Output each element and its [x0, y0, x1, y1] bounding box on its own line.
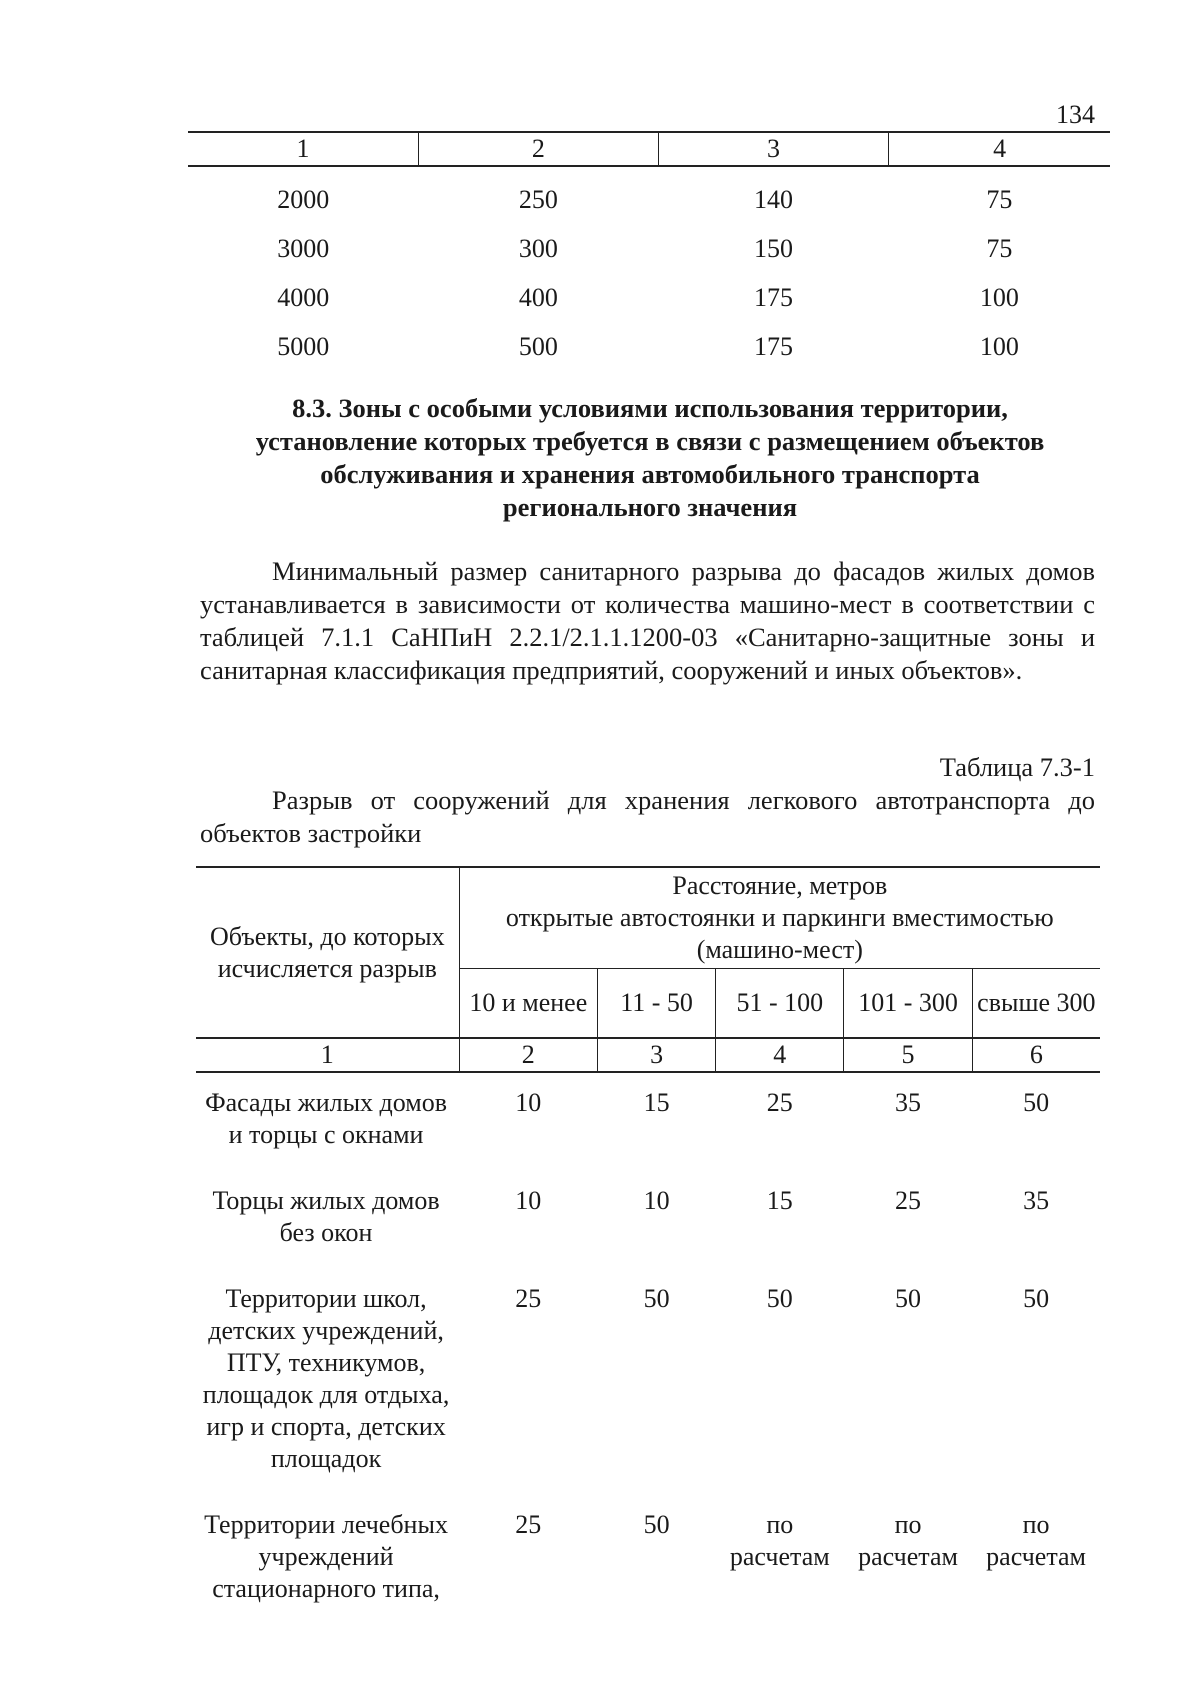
value-cell: 35 [1023, 1186, 1050, 1215]
object-cell: Торцы жилых домов без окон [212, 1186, 440, 1247]
column-number: 1 [196, 1038, 459, 1072]
table-cell: 75 [986, 233, 1013, 263]
continuation-table-header-row [188, 132, 1110, 166]
table-row [196, 1495, 1100, 1625]
value-cell: 50 [1023, 1284, 1050, 1313]
table-cell: 300 [518, 233, 558, 263]
distance-header-line: (машино-мест) [696, 935, 863, 964]
value-cell: 15 [766, 1186, 793, 1215]
value-cell: 50 [643, 1284, 670, 1313]
table-cell: 175 [753, 331, 793, 361]
section-heading [190, 392, 1110, 524]
value-cell: по расчетам [729, 1510, 830, 1571]
object-cell: Территории лечебных учреждений стационарного типа, [204, 1510, 448, 1603]
table-cell: 250 [518, 184, 558, 214]
table-cell: 2000 [277, 184, 330, 214]
value-cell: 10 [515, 1088, 542, 1117]
table-cell: 4000 [277, 282, 330, 312]
table-cell: 3000 [277, 233, 330, 263]
table-cell: 100 [979, 331, 1019, 361]
table-number-label: Таблица 7.3-1 [939, 752, 1095, 782]
heading-line: обслуживания и хранения автомобильного транспорта [320, 459, 980, 489]
value-cell: 25 [515, 1284, 542, 1313]
page-number: 134 [1056, 100, 1095, 129]
table-cell: 150 [753, 233, 793, 263]
table-header-row [196, 867, 1100, 969]
distance-header [459, 867, 1100, 969]
value-cell: 25 [766, 1088, 793, 1117]
column-number: 4 [889, 132, 1110, 166]
value-cell: 10 [643, 1186, 670, 1215]
value-cell: 10 [515, 1186, 542, 1215]
heading-line: регионального значения [502, 492, 798, 522]
objects-header: Объекты, до которых исчисляется разрыв [196, 867, 459, 1038]
value-cell: по расчетам [986, 1510, 1087, 1571]
table-row [196, 1072, 1100, 1171]
table-cell: 140 [753, 184, 793, 214]
value-cell: по расчетам [858, 1510, 958, 1571]
table-cell: 5000 [277, 331, 330, 361]
heading-line: установление которых требуется в связи с размещением объектов [255, 426, 1045, 456]
object-cell: Территории школ, детских учреждений, ПТУ, техникумов, площадок для отдыха, игр и спорта, детских площадок [202, 1284, 450, 1473]
distance-header-line: открытые автостоянки и паркинги вместимостью [505, 903, 1054, 932]
value-cell: 25 [895, 1186, 922, 1215]
capacity-column-header: 101 - 300 [844, 969, 972, 1039]
column-numbers-row [196, 1038, 1100, 1072]
table-row [188, 273, 1110, 322]
value-cell: 25 [515, 1510, 542, 1539]
capacity-column-header: 11 - 50 [597, 969, 715, 1039]
column-number: 2 [419, 132, 659, 166]
table-row [196, 1171, 1100, 1269]
section-paragraph: Минимальный размер санитарного разрыва до фасадов жилых домов устанавливается в зависимости от количества машино-мест в соответствии с таблицей 7.1.1 СаНПиН 2.2.1/2.1.1.1200-03 «Санитарно-защитные зоны и санитарная классификация предприятий, сооружений и иных объектов». [200, 556, 1095, 685]
table-cell: 500 [518, 331, 558, 361]
table-cell: 400 [518, 282, 558, 312]
table-row [188, 322, 1110, 371]
column-number: 1 [188, 132, 419, 166]
table-caption: Разрыв от сооружений для хранения легкового автотранспорта до объектов застройки [200, 785, 1095, 848]
column-number: 3 [597, 1038, 715, 1072]
table-cell: 100 [979, 282, 1019, 312]
column-number: 2 [459, 1038, 597, 1072]
value-cell: 50 [643, 1510, 670, 1539]
table-cell: 75 [986, 184, 1013, 214]
capacity-column-header: 10 и менее [459, 969, 597, 1039]
column-number: 6 [972, 1038, 1100, 1072]
value-cell: 50 [766, 1284, 793, 1313]
table-cell: 175 [753, 282, 793, 312]
value-cell: 15 [643, 1088, 670, 1117]
distance-header-line: Расстояние, метров [672, 871, 888, 900]
column-number: 3 [658, 132, 889, 166]
table-row [196, 1269, 1100, 1495]
capacity-column-header: 51 - 100 [716, 969, 844, 1039]
table-row [188, 166, 1110, 224]
capacity-column-header: свыше 300 [972, 969, 1100, 1039]
object-cell: Фасады жилых домов и торцы с окнами [205, 1088, 448, 1149]
column-number: 4 [716, 1038, 844, 1072]
value-cell: 50 [1023, 1088, 1050, 1117]
value-cell: 35 [895, 1088, 922, 1117]
continuation-table [188, 131, 1110, 371]
heading-line: 8.3. Зоны с особыми условиями использования территории, [292, 393, 1008, 423]
column-number: 5 [844, 1038, 972, 1072]
value-cell: 50 [895, 1284, 922, 1313]
table-row [188, 224, 1110, 273]
distance-table [196, 866, 1100, 1625]
